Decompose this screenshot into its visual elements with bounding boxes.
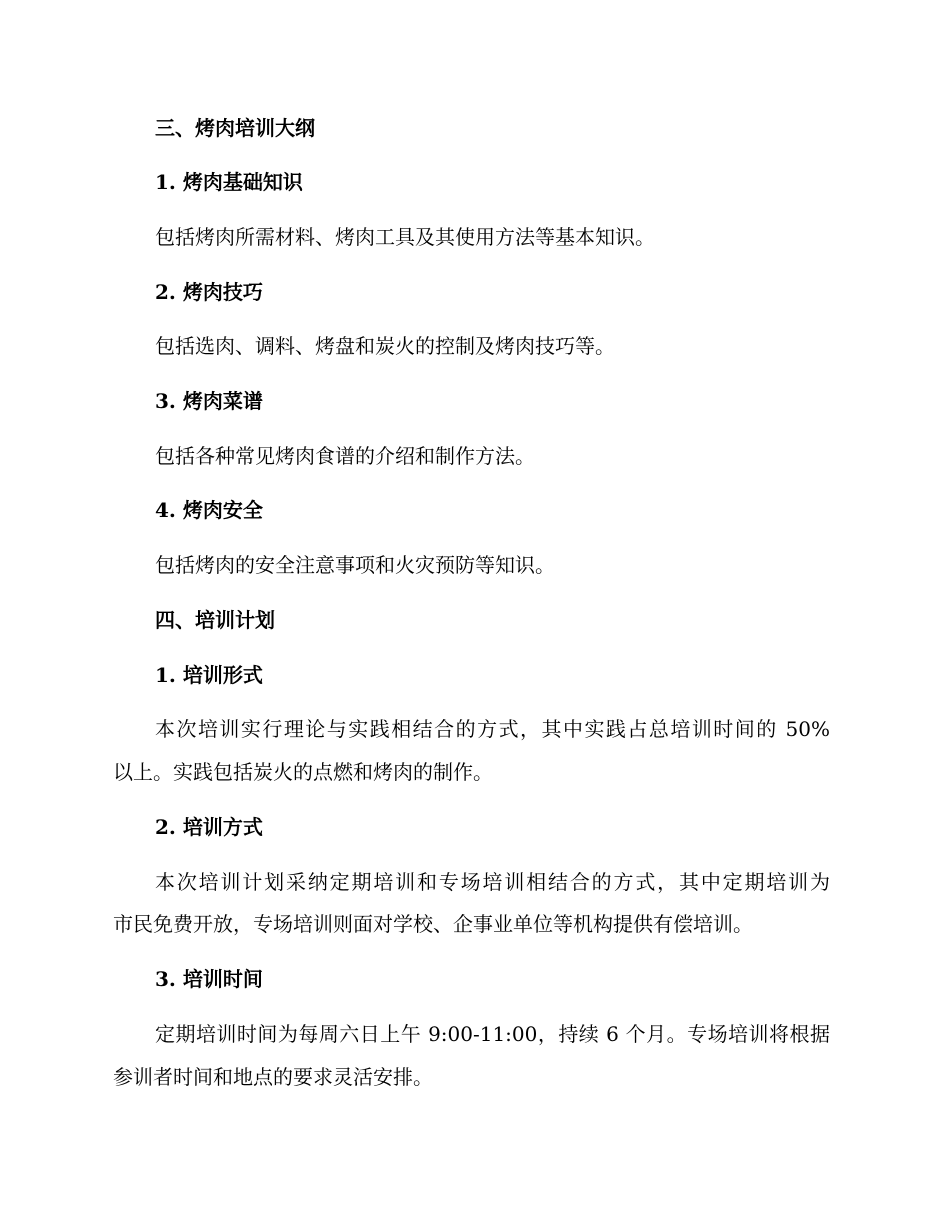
section-3-item-3-text: 包括各种常见烤肉食谱的介绍和制作方法。: [155, 444, 535, 468]
section-3-item-1-text: 包括烤肉所需材料、烤肉工具及其使用方法等基本知识。: [155, 225, 655, 249]
section-3-item-4-text: 包括烤肉的安全注意事项和火灾预防等知识。: [155, 553, 555, 577]
section-3-item-2-text: 包括选肉、调料、烤盘和炭火的控制及烤肉技巧等。: [155, 334, 615, 358]
section-3-item-4-heading: 4. 烤肉安全: [155, 498, 263, 522]
section-4-item-1-line-2: 以上。实践包括炭火的点燃和烤肉的制作。: [113, 760, 493, 784]
section-4-item-2-line-2: 市民免费开放，专场培训则面对学校、企事业单位等机构提供有偿培训。: [113, 912, 753, 936]
section-3-item-1-heading: 1. 烤肉基础知识: [155, 170, 303, 194]
section-4-item-1-heading: 1. 培训形式: [155, 663, 263, 687]
section-4-item-3-heading: 3. 培训时间: [155, 967, 263, 991]
section-4-item-2-line-1: 本次培训计划采纳定期培训和专场培训相结合的方式，其中定期培训为: [155, 870, 830, 894]
section-3-title: 三、烤肉培训大纲: [155, 116, 315, 140]
section-4-item-3-line-2: 参训者时间和地点的要求灵活安排。: [113, 1065, 433, 1089]
section-3-item-2-heading: 2. 烤肉技巧: [155, 280, 263, 304]
section-4-item-3-line-1: 定期培训时间为每周六日上午 9:00-11:00，持续 6 个月。专场培训将根据: [155, 1022, 830, 1046]
section-4-item-2-heading: 2. 培训方式: [155, 815, 263, 839]
section-4-item-1-line-1: 本次培训实行理论与实践相结合的方式，其中实践占总培训时间的 50%: [155, 717, 830, 741]
section-3-item-3-heading: 3. 烤肉菜谱: [155, 389, 263, 413]
section-4-title: 四、培训计划: [155, 608, 275, 632]
